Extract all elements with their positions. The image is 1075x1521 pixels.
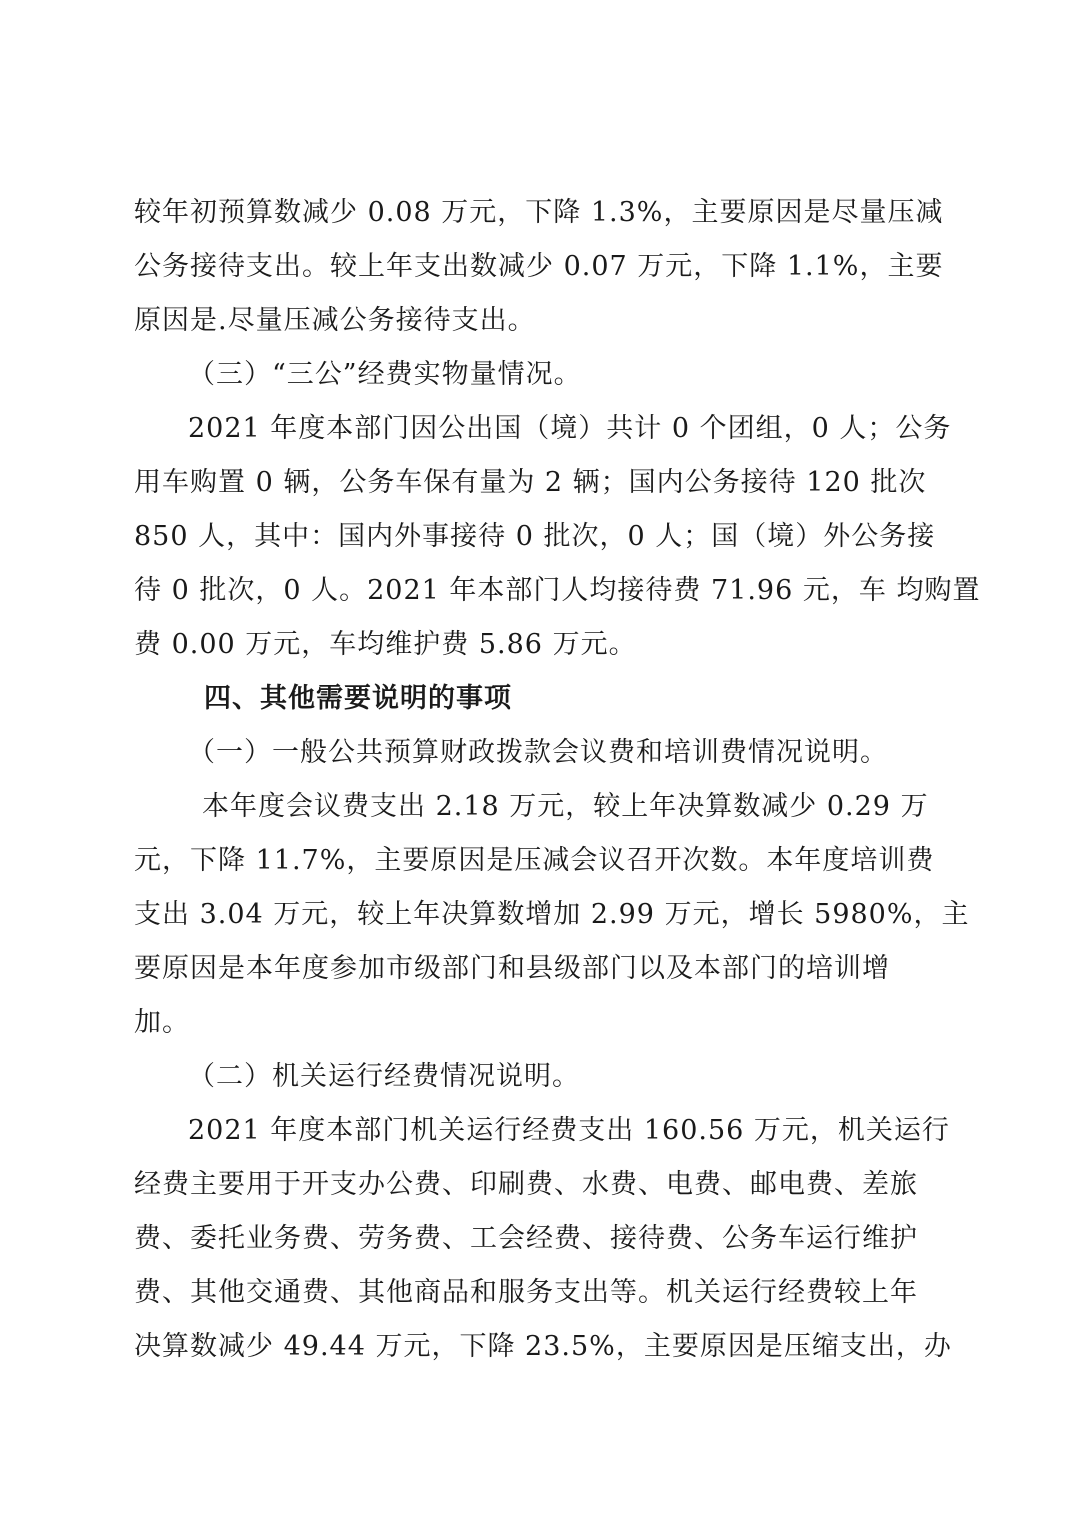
text-line: 加。 — [134, 1007, 190, 1038]
text-line: 支出 3.04 万元，较上年决算数增加 2.99 万元，增长 5980%，主 — [134, 899, 970, 930]
section-subheading: （三）“三公”经费实物量情况。 — [188, 359, 582, 390]
text-line: 费、委托业务费、劳务费、工会经费、接待费、公务车运行维护 — [134, 1223, 918, 1254]
text-line: 费 0.00 万元，车均维护费 5.86 万元。 — [134, 629, 637, 660]
text-line: 用车购置 0 辆，公务车保有量为 2 辆；国内公务接待 120 批次 — [134, 467, 927, 498]
text-line: 本年度会议费支出 2.18 万元，较上年决算数减少 0.29 万 — [202, 791, 929, 822]
text-line: 公务接待支出。较上年支出数减少 0.07 万元，下降 1.1%，主要 — [134, 251, 944, 282]
text-line: 待 0 批次，0 人。2021 年本部门人均接待费 71.96 元，车 均购置 — [134, 575, 981, 606]
text-line: 经费主要用于开支办公费、印刷费、水费、电费、邮电费、差旅 — [134, 1169, 918, 1200]
text-line: 原因是.尽量压减公务接待支出。 — [134, 305, 536, 336]
section-subheading: （二）机关运行经费情况说明。 — [188, 1061, 580, 1092]
text-line: 2021 年度本部门机关运行经费支出 160.56 万元，机关运行 — [188, 1115, 950, 1146]
section-subheading: （一）一般公共预算财政拨款会议费和培训费情况说明。 — [188, 737, 888, 768]
text-line: 决算数减少 49.44 万元，下降 23.5%，主要原因是压缩支出，办 — [134, 1331, 952, 1362]
document-body — [134, 186, 981, 1374]
section-heading: 四、其他需要说明的事项 — [204, 683, 512, 714]
text-line: 较年初预算数减少 0.08 万元，下降 1.3%，主要原因是尽量压减 — [134, 197, 944, 228]
text-line: 要原因是本年度参加市级部门和县级部门以及本部门的培训增 — [134, 953, 890, 984]
text-line: 费、其他交通费、其他商品和服务支出等。机关运行经费较上年 — [134, 1277, 918, 1308]
text-line: 2021 年度本部门因公出国（境）共计 0 个团组，0 人；公务 — [188, 413, 952, 444]
text-line: 850 人，其中：国内外事接待 0 批次，0 人；国（境）外公务接 — [134, 521, 936, 552]
text-line: 元，下降 11.7%，主要原因是压减会议召开次数。本年度培训费 — [134, 845, 935, 876]
